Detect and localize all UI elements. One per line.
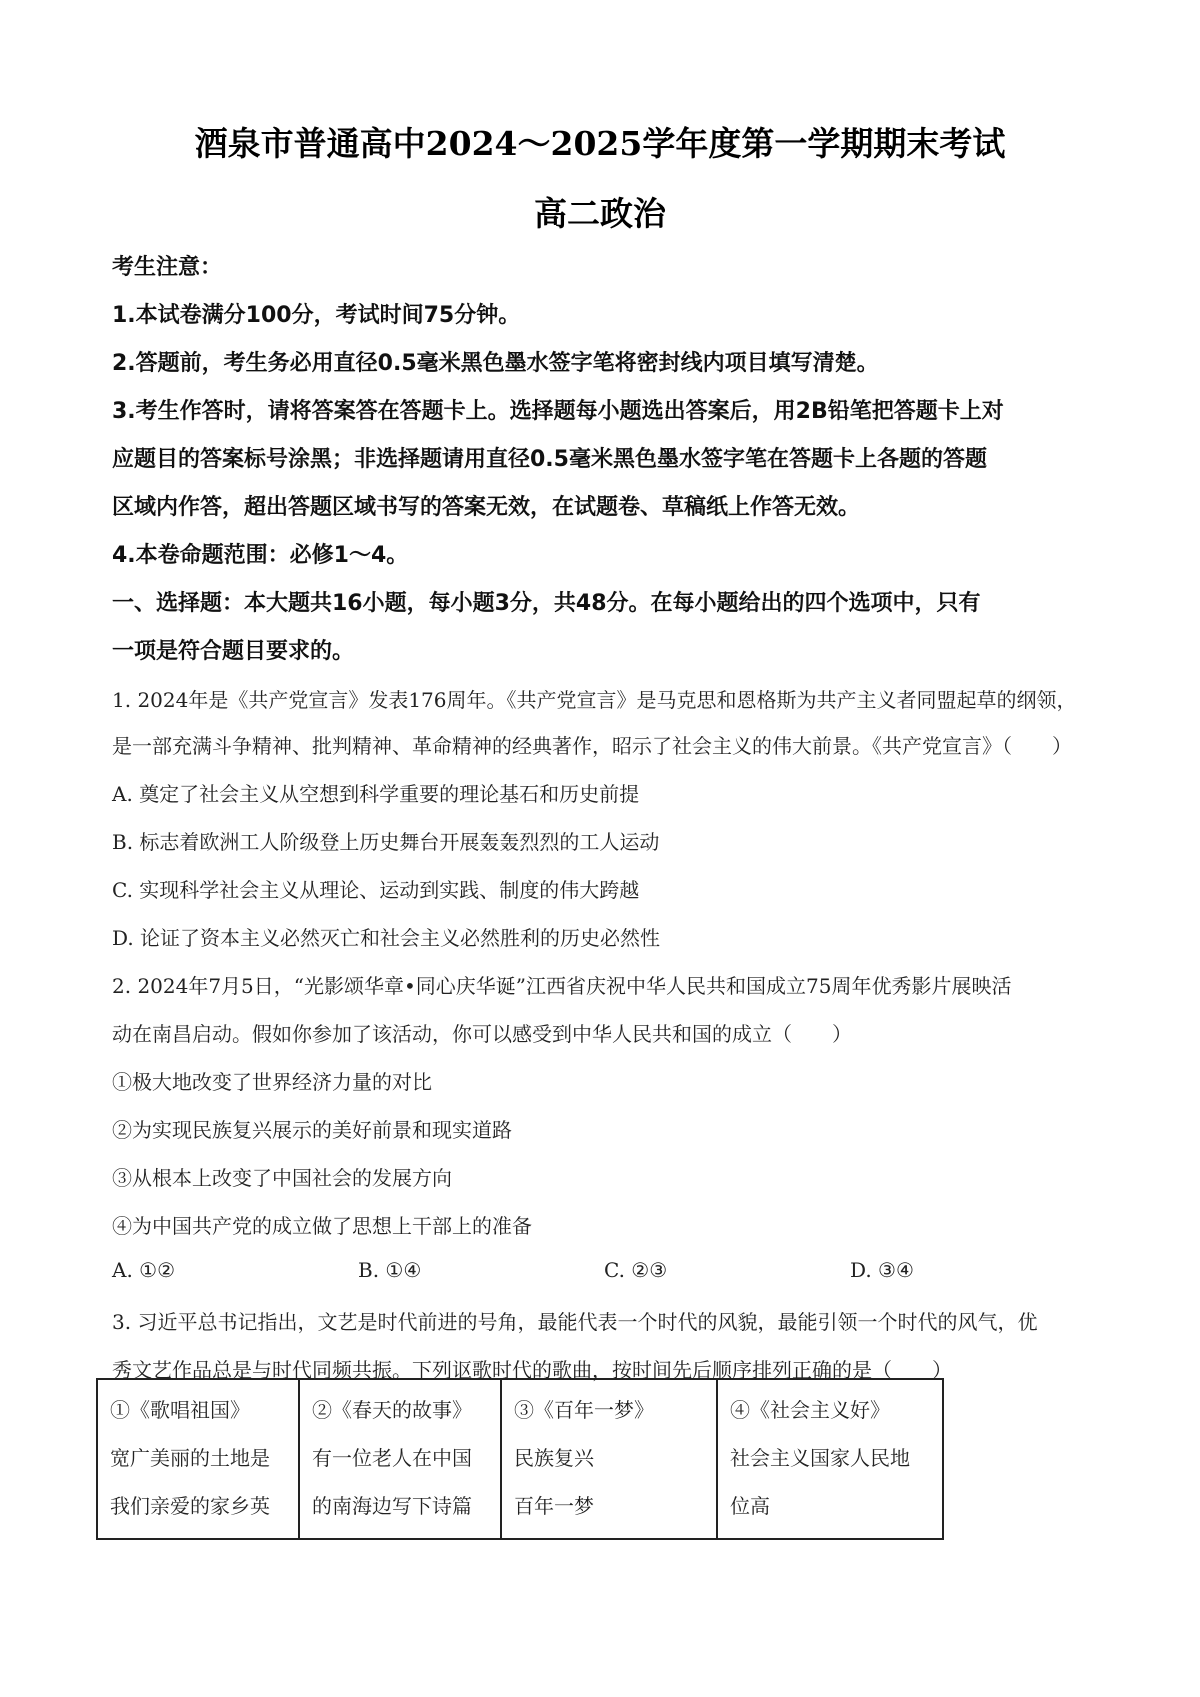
song-cell-1: [97, 1379, 299, 1539]
song-title: ④《社会主义好》: [730, 1398, 890, 1422]
song-lyric: 百年一梦: [514, 1494, 594, 1518]
question-1-option-b: B. 标志着欧洲工人阶级登上历史舞台开展轰轰烈烈的工人运动: [112, 830, 660, 854]
question-2-item: ②为实现民族复兴展示的美好前景和现实道路: [112, 1118, 512, 1142]
question-2-option-c: C. ②③: [604, 1258, 668, 1282]
song-cell-4: [717, 1379, 943, 1539]
notice-line: 4.本卷命题范围：必修1～4。: [112, 543, 409, 568]
notice-heading: 考生注意：: [112, 255, 223, 280]
question-1-option-d: D. 论证了资本主义必然灭亡和社会主义必然胜利的历史必然性: [112, 926, 661, 950]
song-lyric: 的南海边写下诗篇: [312, 1494, 472, 1518]
question-2-option-a: A. ①②: [112, 1258, 176, 1282]
notice-line: 3.考生作答时，请将答案答在答题卡上。选择题每小题选出答案后，用2B铅笔把答题卡上对: [112, 399, 1004, 424]
notice-line: 区域内作答，超出答题区域书写的答案无效，在试题卷、草稿纸上作答无效。: [112, 495, 861, 520]
exam-subject: 高二政治: [534, 194, 666, 233]
question-1-stem: 1. 2024年是《共产党宣言》发表176周年。《共产党宣言》是马克思和恩格斯为共产主义者同盟起草的纲领，: [112, 688, 1077, 712]
question-3-stem: 3. 习近平总书记指出，文艺是时代前进的号角，最能代表一个时代的风貌，最能引领一个时代的风气，优: [112, 1310, 1038, 1334]
question-2-option-d: D. ③④: [850, 1258, 914, 1282]
song-title: ②《春天的故事》: [312, 1398, 472, 1422]
question-2-item: ①极大地改变了世界经济力量的对比: [112, 1070, 432, 1094]
notice-line: 1.本试卷满分100分，考试时间75分钟。: [112, 303, 521, 328]
songs-table: [96, 1378, 944, 1540]
question-3-stem: 秀文艺作品总是与时代同频共振。下列讴歌时代的歌曲，按时间先后顺序排列正确的是（ ）: [112, 1358, 952, 1382]
song-lyric: 有一位老人在中国: [312, 1446, 472, 1470]
question-2-item: ④为中国共产党的成立做了思想上干部上的准备: [112, 1214, 532, 1238]
question-2-stem: 2. 2024年7月5日，“光影颂华章•同心庆华诞”江西省庆祝中华人民共和国成立75周年优秀影片展映活: [112, 974, 1012, 998]
song-lyric: 我们亲爱的家乡英: [110, 1494, 270, 1518]
exam-title: 酒泉市普通高中2024～2025学年度第一学期期末考试: [194, 124, 1006, 163]
song-title: ①《歌唱祖国》: [110, 1398, 250, 1422]
song-lyric: 位高: [730, 1494, 770, 1518]
section-heading: 一项是符合题目要求的。: [112, 639, 355, 664]
song-cell-3: [501, 1379, 717, 1539]
question-1-option-c: C. 实现科学社会主义从理论、运动到实践、制度的伟大跨越: [112, 878, 640, 902]
question-2-item: ③从根本上改变了中国社会的发展方向: [112, 1166, 452, 1190]
song-lyric: 社会主义国家人民地: [730, 1446, 910, 1470]
song-lyric: 民族复兴: [514, 1446, 594, 1470]
table-row: [97, 1379, 943, 1539]
section-heading: 一、选择题：本大题共16小题，每小题3分，共48分。在每小题给出的四个选项中，只有: [112, 591, 981, 616]
song-cell-2: [299, 1379, 501, 1539]
notice-line: 应题目的答案标号涂黑；非选择题请用直径0.5毫米黑色墨水签字笔在答题卡上各题的答题: [112, 447, 987, 472]
question-1-stem: 是一部充满斗争精神、批判精神、革命精神的经典著作，昭示了社会主义的伟大前景。《共产党宣言》（ ）: [112, 734, 1072, 758]
question-2-stem: 动在南昌启动。假如你参加了该活动，你可以感受到中华人民共和国的成立（ ）: [112, 1022, 852, 1046]
question-2-option-b: B. ①④: [358, 1258, 422, 1282]
question-1-option-a: A. 奠定了社会主义从空想到科学重要的理论基石和历史前提: [112, 782, 640, 806]
notice-line: 2.答题前，考生务必用直径0.5毫米黑色墨水签字笔将密封线内项目填写清楚。: [112, 351, 879, 376]
song-title: ③《百年一梦》: [514, 1398, 654, 1422]
song-lyric: 宽广美丽的土地是: [110, 1446, 270, 1470]
